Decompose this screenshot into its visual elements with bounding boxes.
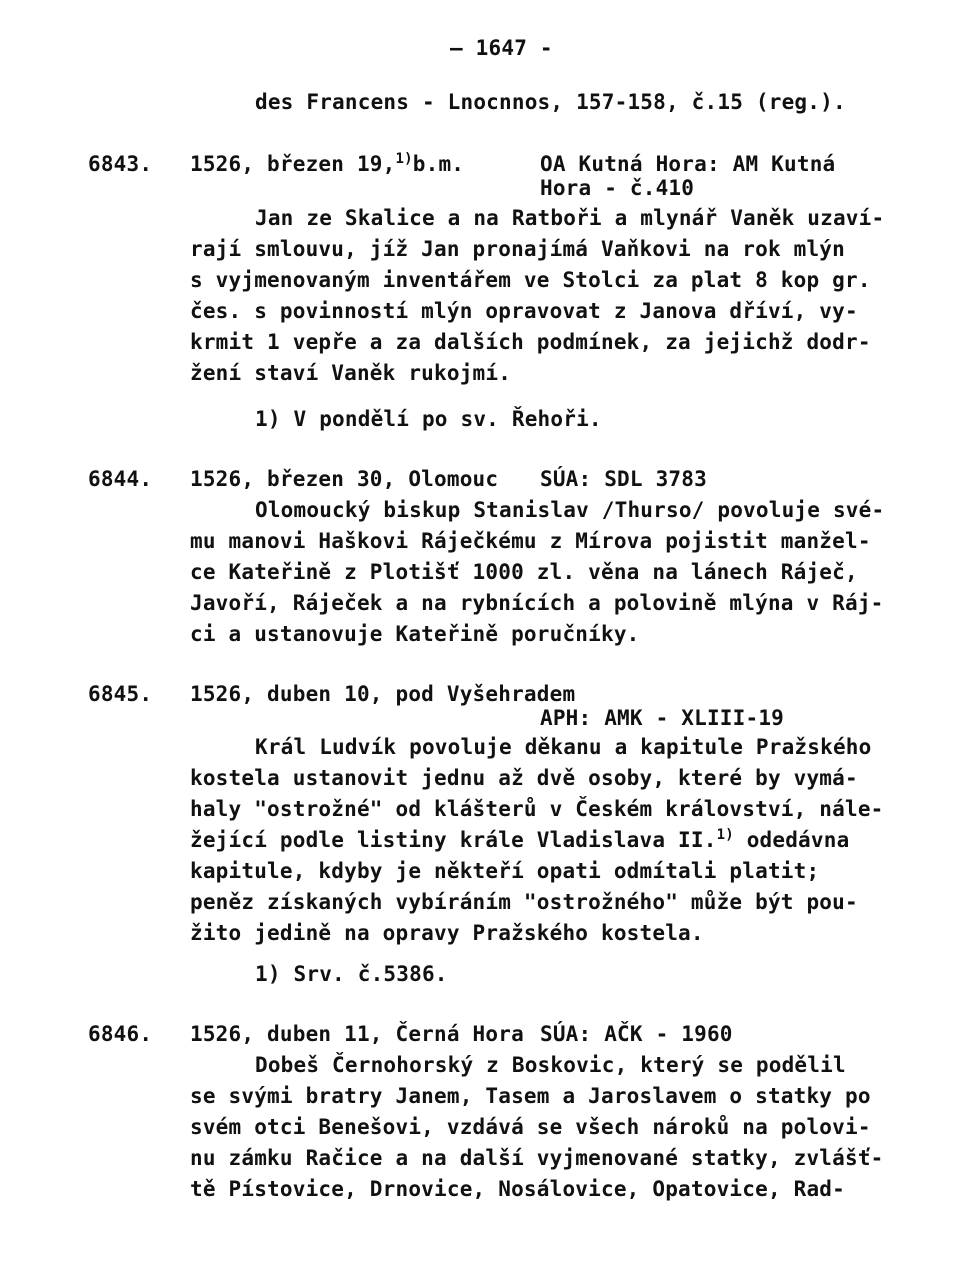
entry-date: 1526, duben 10, pod Vyšehradem <box>190 682 576 706</box>
footnote-marker: 1) <box>395 151 413 167</box>
entry-text-line: tě Pístovice, Drnovice, Nosálovice, Opatovice, Rad- <box>190 1177 845 1201</box>
entry-text-line: Král Ludvík povoluje děkanu a kapitule Pražského <box>255 735 872 759</box>
entry-text-line: Jan ze Skalice a na Ratboři a mlynář Vaněk uzaví- <box>255 206 885 230</box>
entry-text-line: mu manovi Haškovi Ráječkému z Mírova pojistit manžel- <box>190 529 871 553</box>
entry-text-line: Dobeš Černohorský z Boskovic, který se podělil <box>255 1053 846 1077</box>
entry-date: 1526, březen 30, Olomouc <box>190 467 499 491</box>
entry-date: 1526, duben 11, Černá Hora <box>190 1022 524 1046</box>
entry-text-line: ci a ustanovuje Kateřině poručníky. <box>190 622 640 646</box>
entry-text-line: krmit 1 vepře a za dalších podmínek, za jejichž dodr- <box>190 330 871 354</box>
entry-source: SÚA: SDL 3783 <box>540 467 707 491</box>
text-part: odedávna <box>746 828 850 852</box>
entry-text-line <box>190 826 849 854</box>
entry-text-line: ce Kateřině z Plotišť 1000 zl. věna na lánech Ráječ, <box>190 560 858 584</box>
entry-number: 6846. <box>88 1022 153 1046</box>
footnote-marker: 1) <box>716 827 734 843</box>
previous-entry-tail: des Francens - Lnocnnos, 157-158, č.15 (reg.). <box>255 90 846 114</box>
entry-number: 6843. <box>88 152 153 176</box>
entry-text-line: haly "ostrožné" od klášterů v Českém království, nále- <box>190 797 884 821</box>
page-number: — 1647 - <box>450 36 553 60</box>
entry-text-line: rají smlouvu, jíž Jan pronajímá Vaňkovi na rok mlýn <box>190 237 845 261</box>
entry-number: 6844. <box>88 467 153 491</box>
entry-source: SÚA: AČK - 1960 <box>540 1022 733 1046</box>
entry-text-line: kapitule, kdyby je někteří opati odmítali platit; <box>190 859 820 883</box>
entry-text-line: s vyjmenovaným inventářem ve Stolci za plat 8 kop gr. <box>190 268 871 292</box>
entry-text-line: Javoří, Ráječek a na rybnících a polovině mlýna v Ráj- <box>190 591 884 615</box>
entry-source: APH: AMK - XLIII-19 <box>540 706 785 730</box>
entry-text-line: svém otci Benešovi, vzdává se všech nároků na polovi- <box>190 1115 871 1139</box>
entry-text-line: peněz získaných vybíráním "ostrožného" může být pou- <box>190 890 858 914</box>
text-part: žející podle listiny krále Vladislava II. <box>190 828 717 852</box>
footnote: 1) V pondělí po sv. Řehoři. <box>255 407 602 431</box>
entry-date <box>190 150 464 178</box>
date-suffix: b.m. <box>412 152 465 176</box>
entry-source-cont: Hora - č.410 <box>540 176 695 200</box>
footnote: 1) Srv. č.5386. <box>255 962 448 986</box>
entry-text-line: kostela ustanovit jednu až dvě osoby, které by vymá- <box>190 766 858 790</box>
entry-text-line: žito jedině na opravy Pražského kostela. <box>190 921 704 945</box>
entry-text-line: Olomoucký biskup Stanislav /Thurso/ povoluje své- <box>255 498 885 522</box>
entry-text-line: se svými bratry Janem, Tasem a Jaroslavem o statky po <box>190 1084 871 1108</box>
entry-text-line: žení staví Vaněk rukojmí. <box>190 361 512 385</box>
entry-source: OA Kutná Hora: AM Kutná <box>540 152 836 176</box>
entry-text-line: nu zámku Račice a na další vyjmenované statky, zvlášť- <box>190 1146 884 1170</box>
date-text: 1526, březen 19, <box>190 152 396 176</box>
entry-text-line: čes. s povinností mlýn opravovat z Janova dříví, vy- <box>190 299 858 323</box>
entry-number: 6845. <box>88 682 153 706</box>
